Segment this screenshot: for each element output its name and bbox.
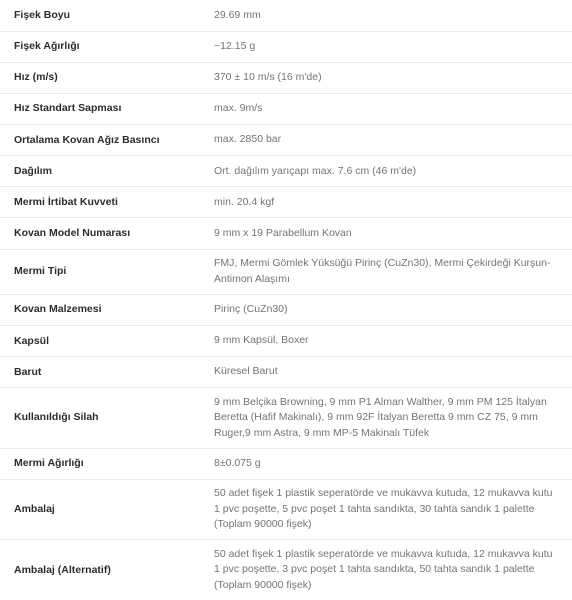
spec-label: Ambalaj [14,502,55,515]
spec-value: 9 mm Belçika Browning, 9 mm P1 Alman Walther, 9 mm PM 125 İtalyan Beretta (Hafif Makinalı), 9 mm 92F İtalyan Beretta 9 mm CZ 75, 9 mm Ruger,9 mm Astra, 9 mm MP-5 Makinalı Tüfek [214,395,547,439]
spec-value: 50 adet fişek 1 plastik seperatörde ve mukavva kutuda, 12 mukavva kutu 1 pvc poşette, 5 pvc poşet 1 tahta sandıkta, 30 tahta sandık 1 palette (Toplam 90000 fişek) [214,487,553,531]
spec-row [0,540,572,600]
spec-value: ~12.15 g [214,39,256,52]
spec-label: Ortalama Kovan Ağız Basıncı [14,133,160,146]
spec-label: Hız (m/s) [14,71,58,84]
spec-label: Barut [14,365,42,378]
spec-row [0,479,572,539]
spec-value: 9 mm Kapsül, Boxer [214,334,309,347]
spec-row [0,125,572,156]
spec-row [0,325,572,356]
spec-value: Pirinç (CuZn30) [214,303,288,316]
spec-label: Hız Standart Sapması [14,102,122,115]
spec-row [0,156,572,187]
spec-row [0,357,572,388]
spec-value: 50 adet fişek 1 plastik seperatörde ve mukavva kutuda, 12 mukavva kutu 1 pvc poşette, 3 pvc poşet 1 tahta sandıkta, 50 tahta sandık 1 palette (Toplam 90000 fişek) [214,547,553,591]
spec-row [0,93,572,124]
spec-row [0,388,572,448]
spec-value: min. 20.4 kgf [214,195,275,208]
spec-label: Fişek Boyu [14,8,71,21]
spec-value: FMJ, Mermi Gömlek Yüksüğü Pirinç (CuZn30), Mermi Çekirdeği Kurşun-Antimon Alaşımı [214,257,551,285]
spec-label: Ambalaj (Alternatif) [14,563,111,576]
spec-row [0,0,572,31]
spec-label: Kovan Malzemesi [14,303,102,316]
spec-label: Fişek Ağırlığı [14,40,80,53]
spec-value: Ort. dağılım yarıçapı max. 7.6 cm (46 m'de) [214,164,417,177]
spec-row [0,294,572,325]
spec-value: 8±0.075 g [214,456,261,469]
spec-value: 9 mm x 19 Parabellum Kovan [214,226,352,239]
spec-label: Mermi Tipi [14,265,67,278]
spec-label: Dağılım [14,164,52,177]
spec-row [0,249,572,294]
spec-value: 370 ± 10 m/s (16 m'de) [214,71,322,84]
spec-row [0,187,572,218]
spec-label: Mermi Ağırlığı [14,457,84,470]
spec-value: Küresel Barut [214,365,278,378]
spec-value: 29.69 mm [214,8,261,21]
spec-label: Mermi İrtibat Kuvveti [14,195,118,208]
spec-value: max. 9m/s [214,102,263,115]
spec-row [0,448,572,479]
spec-row [0,31,572,62]
spec-row [0,62,572,93]
spec-label: Kullanıldığı Silah [14,411,99,424]
spec-row [0,218,572,249]
spec-label: Kovan Model Numarası [14,227,131,240]
spec-value: max. 2850 bar [214,133,282,146]
spec-label: Kapsül [14,334,50,347]
